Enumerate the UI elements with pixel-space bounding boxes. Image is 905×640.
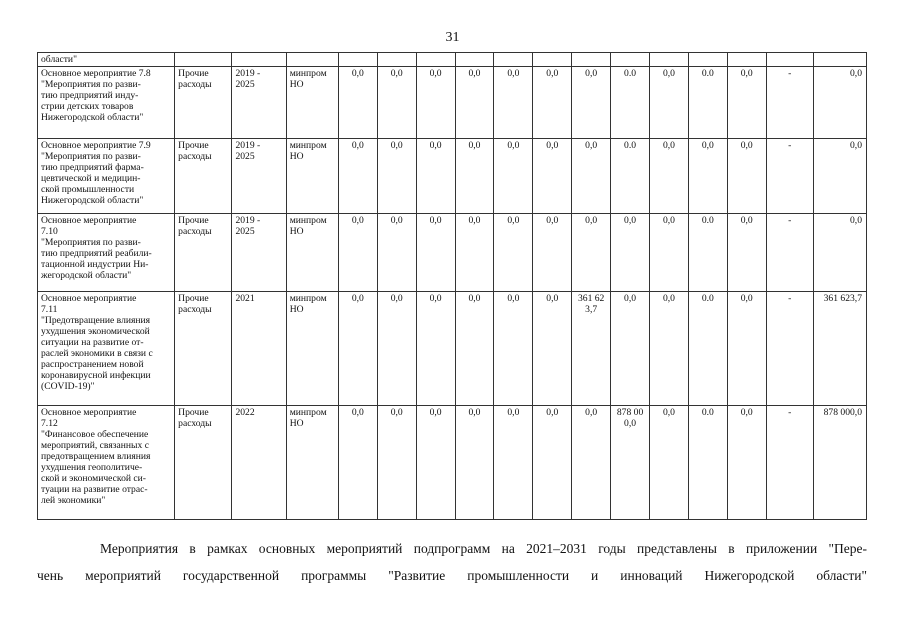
executor: минпром НО [286, 67, 338, 139]
dash-cell: - [766, 139, 813, 214]
expense-type: Прочие расходы [175, 292, 232, 406]
value-cell: 0,0 [533, 139, 572, 214]
dash-cell: - [766, 214, 813, 292]
value-cell: 0,0 [494, 139, 533, 214]
value-cell: 0,0 [572, 406, 611, 520]
value-cell: 0.0 [688, 406, 727, 520]
period: 2019 - 2025 [232, 139, 286, 214]
paragraph-line-2: чень мероприятий государственной программы "Развитие промышленности и инноваций Нижегородской области" [37, 568, 867, 583]
event-name: Основное мероприятие 7.11 "Предотвращение влияния ухудшения экономической ситуации на развитие от- раслей экономики в связи с распространением новой коронавирусной инфекции (COVID-19)" [38, 292, 175, 406]
dash-cell: - [766, 67, 813, 139]
value-cell: 0,0 [688, 139, 727, 214]
value-cell: 0,0 [650, 406, 689, 520]
value-cell: 0,0 [533, 67, 572, 139]
total-cell: 0,0 [813, 67, 866, 139]
event-name: Основное мероприятие 7.10 "Мероприятия по разви- тию предприятий реабили- тационной индустрии Ни- жегородской области" [38, 214, 175, 292]
value-cell: 0.0 [688, 67, 727, 139]
executor: минпром НО [286, 139, 338, 214]
value-cell: 0,0 [338, 214, 377, 292]
value-cell: 0,0 [727, 214, 766, 292]
value-cell: 0,0 [494, 67, 533, 139]
total-cell: 878 000,0 [813, 406, 866, 520]
total-cell: 0,0 [813, 214, 866, 292]
value-cell: 0,0 [338, 67, 377, 139]
period: 2022 [232, 406, 286, 520]
value-cell: 0,0 [650, 139, 689, 214]
value-cell: 0,0 [416, 67, 455, 139]
executor: минпром НО [286, 406, 338, 520]
value-cell: 0,0 [533, 406, 572, 520]
value-cell: 0,0 [611, 292, 650, 406]
value-cell: 361 62 3,7 [572, 292, 611, 406]
paragraph-line-1: Мероприятия в рамках основных мероприятий подпрограмм на 2021–2031 годы представлены в приложении "Пере- [100, 541, 867, 556]
value-cell: 0,0 [416, 292, 455, 406]
total-cell: 361 623,7 [813, 292, 866, 406]
event-name: Основное мероприятие 7.12 "Финансовое обеспечение мероприятий, связанных с предотвращением влияния ухудшения геополитиче- ской и экономической си- туации на развитие отрас- лей экономики" [38, 406, 175, 520]
value-cell: 0,0 [611, 214, 650, 292]
value-cell: 0,0 [533, 292, 572, 406]
value-cell: 0.0 [611, 139, 650, 214]
event-name: области" [38, 53, 175, 67]
body-paragraph [37, 535, 867, 589]
value-cell: 0.0 [611, 67, 650, 139]
value-cell: 0,0 [338, 139, 377, 214]
value-cell: 0,0 [338, 292, 377, 406]
total-cell: 0,0 [813, 139, 866, 214]
value-cell: 0,0 [572, 67, 611, 139]
page-number: 31 [445, 30, 460, 45]
dash-cell: - [766, 292, 813, 406]
value-cell: 0,0 [727, 139, 766, 214]
value-cell: 0,0 [377, 214, 416, 292]
table-row [38, 139, 867, 214]
value-cell: 0,0 [650, 67, 689, 139]
value-cell: 0,0 [377, 292, 416, 406]
value-cell: 878 00 0,0 [611, 406, 650, 520]
period: 2019 - 2025 [232, 214, 286, 292]
table-row [38, 292, 867, 406]
period: 2019 - 2025 [232, 67, 286, 139]
event-name: Основное мероприятие 7.8 "Мероприятия по разви- тию предприятий инду- стрии детских товаров Нижегородской области" [38, 67, 175, 139]
table-row [38, 67, 867, 139]
value-cell: 0,0 [650, 214, 689, 292]
value-cell: 0,0 [572, 214, 611, 292]
value-cell: 0,0 [494, 292, 533, 406]
value-cell: 0,0 [455, 214, 494, 292]
expense-type: Прочие расходы [175, 214, 232, 292]
executor: минпром НО [286, 214, 338, 292]
value-cell: 0,0 [572, 139, 611, 214]
expense-type: Прочие расходы [175, 406, 232, 520]
value-cell: 0,0 [650, 292, 689, 406]
value-cell: 0.0 [688, 214, 727, 292]
value-cell: 0,0 [727, 406, 766, 520]
dash-cell: - [766, 406, 813, 520]
budget-table [37, 52, 867, 520]
value-cell: 0,0 [416, 214, 455, 292]
value-cell: 0,0 [455, 292, 494, 406]
expense-type: Прочие расходы [175, 139, 232, 214]
table-row [38, 214, 867, 292]
continuation-row [38, 53, 867, 67]
value-cell: 0,0 [377, 406, 416, 520]
value-cell: 0,0 [533, 214, 572, 292]
value-cell: 0,0 [377, 139, 416, 214]
executor: минпром НО [286, 292, 338, 406]
value-cell: 0,0 [494, 214, 533, 292]
value-cell: 0.0 [688, 292, 727, 406]
value-cell: 0,0 [416, 406, 455, 520]
value-cell: 0,0 [727, 292, 766, 406]
value-cell: 0,0 [494, 406, 533, 520]
value-cell: 0,0 [455, 67, 494, 139]
value-cell: 0,0 [455, 139, 494, 214]
value-cell: 0,0 [727, 67, 766, 139]
value-cell: 0,0 [416, 139, 455, 214]
value-cell: 0,0 [338, 406, 377, 520]
table-row [38, 406, 867, 520]
event-name: Основное мероприятие 7.9 "Мероприятия по разви- тию предприятий фарма- цевтической и медицин- ской промышленности Нижегородской области" [38, 139, 175, 214]
value-cell: 0,0 [455, 406, 494, 520]
period: 2021 [232, 292, 286, 406]
expense-type: Прочие расходы [175, 67, 232, 139]
value-cell: 0,0 [377, 67, 416, 139]
